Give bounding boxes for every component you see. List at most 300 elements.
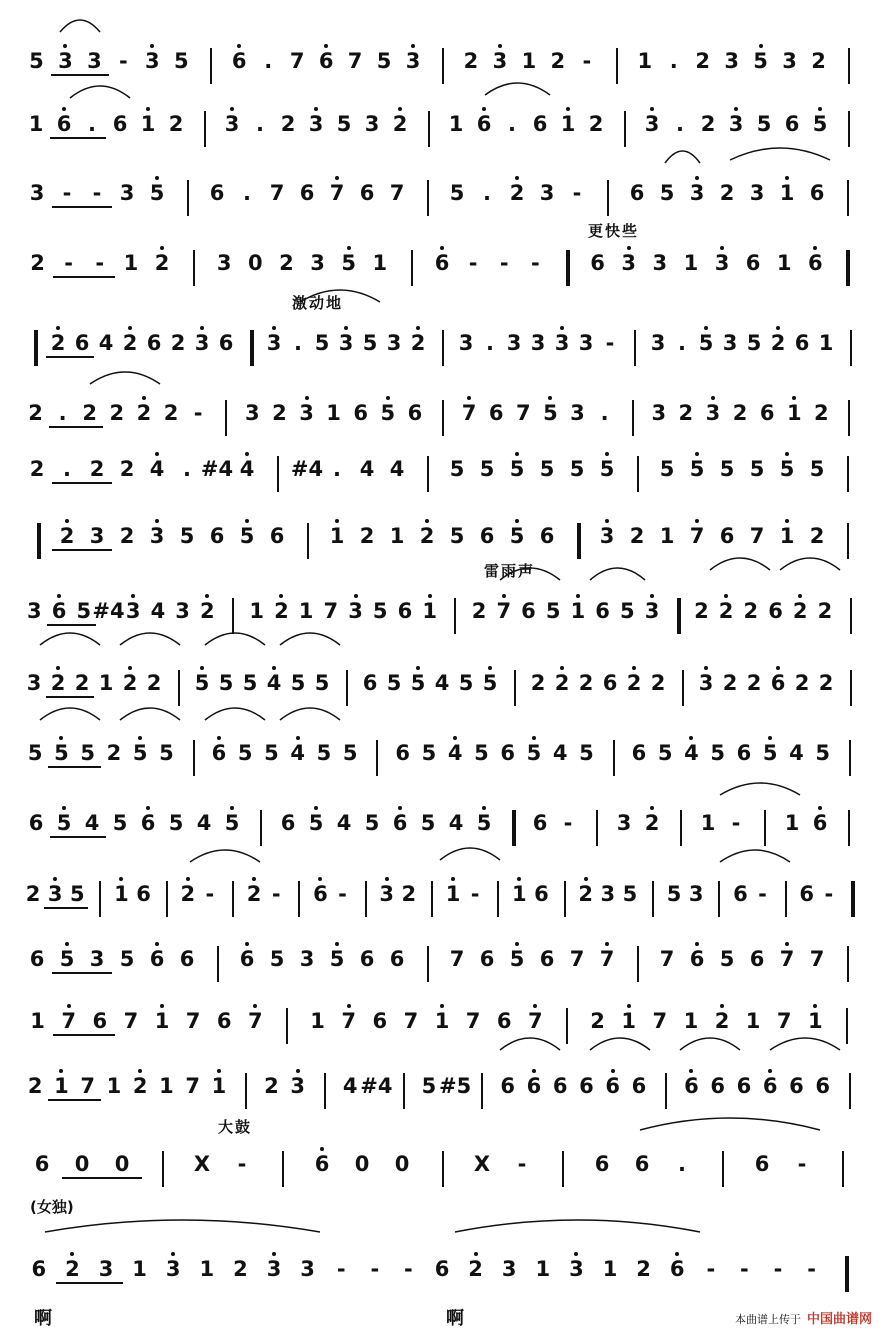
note-symbol: 5 [376, 49, 392, 73]
note-symbol: 2 [636, 1257, 651, 1281]
note-symbol: 3 [27, 599, 42, 623]
octave-dot [296, 1069, 300, 1073]
note-symbol: 3 [47, 882, 63, 906]
note-symbol: 1 [249, 599, 265, 623]
note-symbol: 2 [25, 882, 41, 906]
note-symbol: 2 [814, 401, 829, 425]
note-symbol: 3 [651, 401, 667, 425]
octave-dot [498, 44, 502, 48]
note-symbol: 6 [359, 181, 375, 205]
barline [848, 810, 850, 846]
octave-dot [515, 176, 519, 180]
barline [847, 946, 849, 982]
octave-dot [56, 326, 60, 330]
note-symbol: 2 [50, 671, 66, 695]
note-symbol: 3 [722, 331, 738, 355]
note-symbol: 2 [246, 882, 262, 906]
note-symbol: - [530, 251, 540, 275]
double-barline [250, 330, 254, 366]
note-symbol: 2 [817, 599, 833, 623]
note-symbol: 5 [341, 251, 356, 275]
barline [718, 881, 720, 917]
note-symbol: - [237, 1152, 247, 1176]
beam-line [44, 907, 88, 909]
note-symbol: 7 [528, 1009, 543, 1033]
note-symbol: 3 [724, 49, 739, 73]
barline [848, 111, 850, 147]
note-symbol: 4 [789, 741, 804, 765]
note-symbol: 1 [602, 1257, 618, 1281]
note-symbol: 7 [248, 1009, 263, 1033]
note-symbol: 5 [657, 741, 673, 765]
note-symbol: 5 [264, 741, 279, 765]
note-symbol: 2 [530, 671, 546, 695]
note-symbol: 6 [353, 401, 369, 425]
note-symbol: 5 [815, 741, 830, 765]
octave-dot [155, 176, 159, 180]
barline [442, 400, 444, 436]
octave-dot [720, 246, 724, 250]
beam-line [52, 482, 112, 484]
barline [613, 740, 615, 776]
note-symbol: 0 [114, 1152, 130, 1176]
note-symbol: 6 [313, 882, 328, 906]
note-symbol: 1 [422, 599, 437, 623]
note-symbol: 3 [379, 882, 395, 906]
note-symbol: 2 [59, 524, 75, 548]
note-symbol: 1 [512, 882, 527, 906]
note-symbol: 7 [289, 49, 305, 73]
octave-dot [711, 396, 715, 400]
note-symbol: 6 [56, 112, 72, 136]
note-symbol: 1 [28, 112, 44, 136]
note-symbol: 5 [194, 671, 210, 695]
note-symbol: . [183, 457, 191, 481]
note-symbol: 6 [269, 524, 285, 548]
note-symbol: 3 [87, 49, 102, 73]
note-symbol: 5 [242, 671, 258, 695]
barline [282, 1151, 284, 1187]
octave-dot [689, 1069, 693, 1073]
octave-dot [324, 44, 328, 48]
double-barline [845, 1256, 849, 1292]
note-symbol: 6 [799, 882, 815, 906]
barline [680, 810, 682, 846]
note-symbol: 2 [678, 401, 694, 425]
octave-dot [344, 326, 348, 330]
barline [193, 250, 195, 286]
note-symbol: 1 [779, 181, 795, 205]
octave-dot [62, 107, 66, 111]
note-symbol: 6 [809, 181, 825, 205]
note-symbol: 3 [599, 524, 615, 548]
octave-dot [155, 942, 159, 946]
note-symbol: 5 [719, 947, 735, 971]
note-symbol: 6 [749, 947, 765, 971]
note-symbol: 4 [447, 741, 463, 765]
octave-dot [205, 594, 209, 598]
note-symbol: 2 [74, 671, 90, 695]
octave-dot [695, 452, 699, 456]
barline [376, 740, 378, 776]
note-symbol: 2 [359, 524, 375, 548]
note-symbol: 1 [786, 401, 802, 425]
barline [785, 881, 787, 917]
note-symbol: 5 [659, 181, 675, 205]
note-symbol: - [758, 882, 767, 906]
octave-dot [252, 877, 256, 881]
barline [178, 670, 180, 706]
note-symbol: 6 [634, 1152, 650, 1176]
note-symbol: 5 [579, 741, 594, 765]
note-symbol: 1 [372, 251, 388, 275]
note-symbol: 7 [689, 524, 705, 548]
barline [607, 180, 609, 216]
barline [365, 881, 367, 917]
note-symbol: 6 [216, 1009, 232, 1033]
note-symbol: 2 [122, 671, 138, 695]
note-symbol: 4 [342, 1074, 358, 1098]
note-symbol: 6 [526, 1074, 542, 1098]
note-symbol: 5 [54, 741, 69, 765]
note-symbol: 2 [180, 882, 196, 906]
octave-dot [689, 736, 693, 740]
note-symbol: 4 [150, 599, 166, 623]
octave-dot [320, 1147, 324, 1151]
note-symbol: 5 [237, 741, 253, 765]
note-symbol: 7 [776, 1009, 792, 1033]
octave-dot [217, 736, 221, 740]
note-symbol: 6 [500, 741, 515, 765]
note-symbol: - [807, 1257, 816, 1281]
octave-dot [279, 594, 283, 598]
octave-dot [440, 246, 444, 250]
octave-dot [119, 877, 123, 881]
note-symbol: 4 [84, 811, 100, 835]
beam-line [56, 1282, 123, 1284]
beam-line [50, 137, 106, 139]
note-symbol: 7 [269, 181, 285, 205]
note-symbol: 3 [621, 251, 636, 275]
octave-dot [515, 452, 519, 456]
octave-dot [335, 942, 339, 946]
note-symbol: 6 [434, 1257, 450, 1281]
note-symbol: 6 [590, 251, 605, 275]
note-symbol: 3 [506, 331, 522, 355]
octave-dot [416, 326, 420, 330]
note-symbol: . [63, 457, 71, 481]
note-symbol: . [264, 49, 273, 73]
beam-line [47, 624, 96, 626]
note-symbol: 6 [280, 811, 296, 835]
note-symbol: 5 [69, 882, 85, 906]
note-symbol: 1 [154, 1009, 170, 1033]
note-symbol: 5 [29, 49, 44, 73]
octave-dot [584, 877, 588, 881]
note-symbol: 1 [434, 1009, 450, 1033]
note-symbol: 4 [434, 671, 450, 695]
note-symbol: 2 [65, 1257, 80, 1281]
beam-line [49, 426, 103, 428]
beam-line [52, 972, 112, 974]
note-symbol: 6 [34, 1152, 50, 1176]
note-symbol: 3 [290, 1074, 305, 1098]
note-symbol: 6 [719, 524, 735, 548]
octave-dot [785, 452, 789, 456]
note-symbol: 7 [347, 49, 363, 73]
octave-dot [818, 107, 822, 111]
note-symbol: 6 [762, 1074, 778, 1098]
note-symbol: 5 [420, 811, 436, 835]
note-symbol: 2 [714, 1009, 730, 1033]
octave-dot [453, 736, 457, 740]
note-symbol: 3 [125, 599, 141, 623]
note-symbol: . [676, 112, 684, 136]
octave-dot [245, 942, 249, 946]
note-symbol: 1 [570, 599, 586, 623]
octave-dot [155, 452, 159, 456]
note-symbol: 6 [595, 599, 610, 623]
octave-dot [605, 519, 609, 523]
note-symbol: 2 [50, 331, 66, 355]
note-symbol: 6 [629, 181, 645, 205]
note-symbol: 6 [631, 1074, 647, 1098]
octave-dot [230, 107, 234, 111]
note-symbol: 5 [179, 524, 195, 548]
note-symbol: 2 [719, 181, 735, 205]
note-symbol: 6 [539, 947, 555, 971]
octave-dot [386, 396, 390, 400]
octave-dot [57, 594, 61, 598]
octave-dot [818, 806, 822, 810]
site-logo: 中国曲谱网 [806, 1312, 872, 1327]
note-symbol: 6 [488, 401, 504, 425]
note-symbol: 3 [698, 671, 714, 695]
note-symbol: 6 [479, 947, 495, 971]
octave-dot [272, 326, 276, 330]
note-symbol: 3 [224, 112, 240, 136]
octave-dot [532, 736, 536, 740]
note-symbol: 5 [27, 741, 43, 765]
octave-dot [217, 1069, 221, 1073]
note-symbol: 2 [743, 599, 759, 623]
note-symbol: 6 [754, 1152, 770, 1176]
note-symbol: 4 [239, 457, 255, 481]
octave-dot [131, 594, 135, 598]
octave-dot [813, 246, 817, 250]
note-symbol: . [669, 49, 678, 73]
note-symbol: #4 [200, 457, 234, 481]
octave-dot [65, 942, 69, 946]
note-symbol: 1 [106, 1074, 122, 1098]
note-symbol: 3 [644, 112, 660, 136]
octave-dot [253, 1004, 257, 1008]
note-symbol: 3 [338, 331, 354, 355]
note-symbol: 3 [266, 331, 282, 355]
note-symbol: 6 [392, 811, 408, 835]
barline [637, 946, 639, 982]
octave-dot [128, 666, 132, 670]
note-symbol: 6 [631, 741, 647, 765]
note-symbol: 1 [326, 401, 341, 425]
note-symbol: . [294, 331, 302, 355]
octave-dot [548, 396, 552, 400]
double-barline [851, 881, 855, 917]
note-symbol: . [333, 457, 341, 481]
note-symbol: 5 [449, 457, 465, 481]
beam-line [53, 276, 115, 278]
octave-dot [70, 1252, 74, 1256]
octave-dot [354, 594, 358, 598]
barline [427, 180, 429, 216]
note-symbol: 5 [372, 599, 388, 623]
note-symbol: 6 [594, 1152, 610, 1176]
note-symbol: . [243, 181, 251, 205]
octave-dot [385, 877, 389, 881]
barline [427, 946, 429, 982]
note-symbol: 6 [784, 112, 800, 136]
octave-dot [296, 736, 300, 740]
annotation-drum: 大鼓 [218, 1118, 253, 1136]
note-symbol: - [572, 181, 582, 205]
octave-dot [146, 107, 150, 111]
note-symbol: 2 [700, 112, 716, 136]
note-symbol: 7 [323, 599, 339, 623]
octave-dot [785, 942, 789, 946]
barline [850, 330, 852, 366]
note-symbol: 2 [264, 1074, 279, 1098]
note-symbol: 2 [732, 401, 748, 425]
note-symbol: 1 [621, 1009, 636, 1033]
barline [847, 180, 849, 216]
note-symbol: 6 [710, 1074, 725, 1098]
note-symbol: 2 [233, 1257, 248, 1281]
octave-dot [605, 452, 609, 456]
note-symbol: 2 [554, 671, 570, 695]
barline [403, 1073, 405, 1109]
octave-dot [724, 594, 728, 598]
barline [616, 48, 618, 84]
octave-dot [695, 176, 699, 180]
barline [411, 250, 413, 286]
note-symbol: 2 [89, 457, 105, 481]
note-symbol: - [517, 1152, 527, 1176]
octave-dot [65, 519, 69, 523]
note-symbol: 7 [496, 599, 512, 623]
note-symbol: 2 [794, 671, 810, 695]
note-symbol: - [468, 251, 478, 275]
note-symbol: - [271, 882, 281, 906]
note-symbol: 3 [386, 331, 402, 355]
note-symbol: 6 [359, 947, 375, 971]
barline [431, 881, 433, 917]
lyric-ah-2: 啊 [446, 1308, 464, 1329]
note-symbol: 2 [274, 599, 289, 623]
barline [193, 740, 195, 776]
note-symbol: - [824, 882, 834, 906]
note-symbol: 1 [818, 331, 834, 355]
octave-dot [759, 44, 763, 48]
barline [286, 1008, 288, 1044]
note-symbol: 3 [245, 401, 260, 425]
note-symbol: 3 [728, 112, 744, 136]
octave-dot [632, 666, 636, 670]
note-symbol: 3 [165, 1257, 181, 1281]
octave-dot [533, 1004, 537, 1008]
note-symbol: 3 [216, 251, 232, 275]
note-symbol: 5 [458, 671, 474, 695]
note-symbol: . [678, 1152, 686, 1176]
note-symbol: - [95, 251, 105, 275]
note-symbol: 3 [539, 181, 555, 205]
note-symbol: 3 [175, 599, 190, 623]
note-symbol: 3 [501, 1257, 517, 1281]
octave-dot [160, 1004, 164, 1008]
octave-dot [314, 806, 318, 810]
note-symbol: 2 [722, 671, 738, 695]
note-symbol: 6 [759, 401, 775, 425]
note-symbol: 1 [123, 251, 139, 275]
note-symbol: 5 [698, 331, 714, 355]
note-symbol: 6 [808, 251, 823, 275]
note-symbol: 3 [299, 401, 314, 425]
note-symbol: 5 [168, 811, 184, 835]
note-symbol: - [64, 251, 74, 275]
note-symbol: 3 [616, 811, 632, 835]
note-symbol: 7 [185, 1009, 201, 1033]
barline [232, 881, 234, 917]
note-symbol: 5 [479, 457, 495, 481]
octave-dot [560, 326, 564, 330]
note-symbol: 6 [496, 1009, 512, 1033]
octave-dot [200, 326, 204, 330]
note-symbol: 6 [28, 811, 44, 835]
note-symbol: 5 [756, 112, 772, 136]
note-symbol: 1 [779, 524, 795, 548]
note-symbol: 2 [272, 401, 287, 425]
note-symbol: 7 [749, 524, 765, 548]
barline [162, 1151, 164, 1187]
note-symbol: 6 [372, 1009, 388, 1033]
note-symbol: 5 [80, 741, 95, 765]
note-symbol: 6 [314, 1152, 330, 1176]
note-symbol: 5 [316, 741, 332, 765]
note-symbol: 1 [159, 1074, 174, 1098]
barline [245, 1073, 247, 1109]
octave-dot [440, 1004, 444, 1008]
octave-dot [704, 326, 708, 330]
note-symbol: 1 [659, 524, 675, 548]
note-symbol: 6 [31, 1257, 47, 1281]
note-symbol: 7 [659, 947, 675, 971]
note-symbol: . [600, 401, 609, 425]
note-symbol: 6 [209, 524, 225, 548]
octave-dot [416, 666, 420, 670]
note-symbol: 6 [397, 599, 413, 623]
barline [497, 881, 499, 917]
note-symbol: . [256, 112, 264, 136]
note-symbol: 5 [410, 671, 426, 695]
barline [514, 670, 516, 706]
note-symbol: 6 [539, 524, 555, 548]
octave-dot [425, 519, 429, 523]
octave-dot [720, 1004, 724, 1008]
octave-dot [695, 519, 699, 523]
note-symbol: 5 [290, 671, 306, 695]
note-symbol: 6 [500, 1074, 515, 1098]
note-symbol: 6 [211, 741, 227, 765]
note-symbol: 1 [683, 1009, 699, 1033]
